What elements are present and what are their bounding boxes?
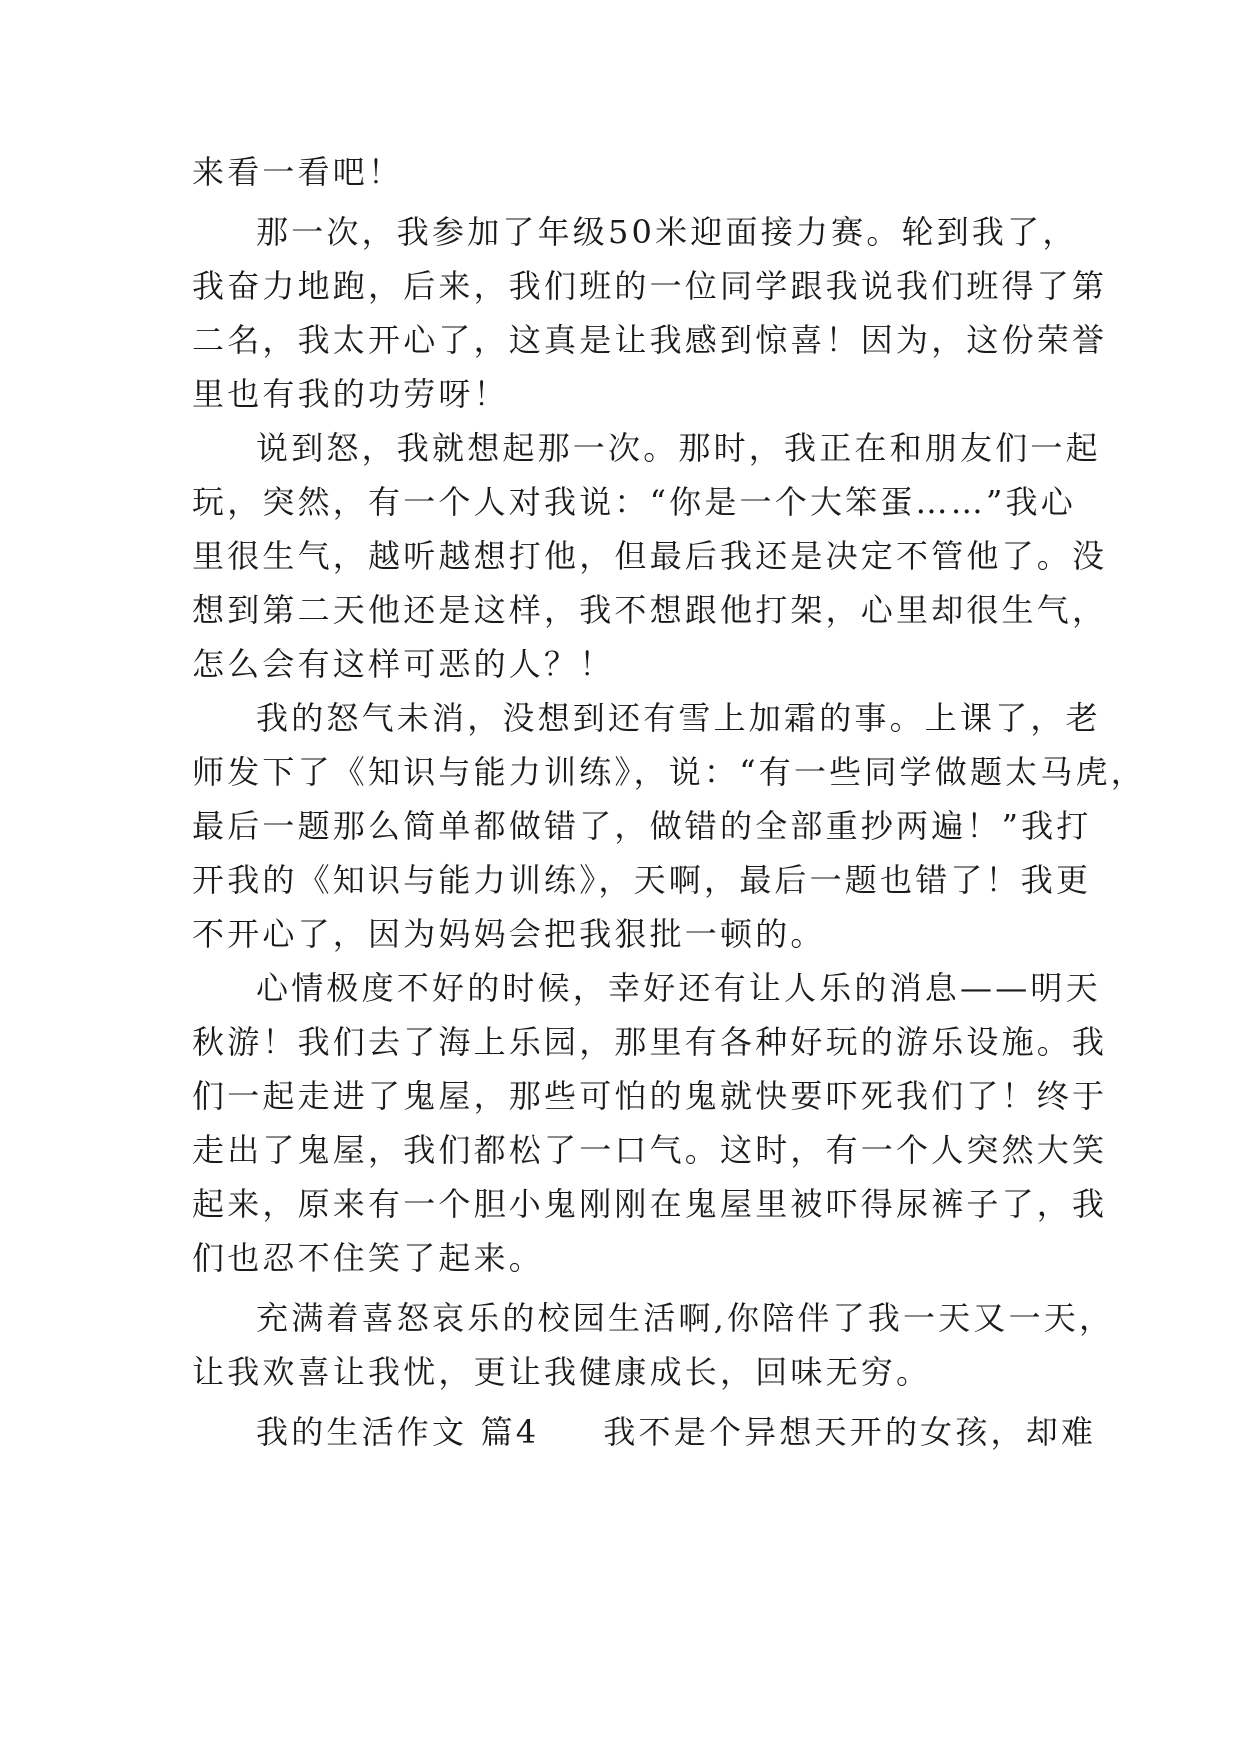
text-line: 开我的《知识与能力训练》，天啊，最后一题也错了！我更 — [192, 861, 1092, 899]
text-line: 想到第二天他还是这样，我不想跟他打架，心里却很生气， — [192, 591, 1108, 629]
text-line: 最后一题那么简单都做错了，做错的全部重抄两遍！”我打 — [192, 807, 1092, 845]
text-line: 来看一看吧！ — [192, 153, 404, 191]
text-line: 怎么会有这样可恶的人？！ — [192, 645, 615, 683]
paragraph-first-line: 那一次，我参加了年级50米迎面接力赛。轮到我了， — [256, 213, 1078, 251]
section-heading: 我的生活作文 篇4 — [256, 1413, 540, 1451]
section-line — [256, 1410, 1097, 1454]
section-text: 我不是个异想天开的女孩，却难 — [603, 1413, 1097, 1451]
text-line: 秋游！我们去了海上乐园，那里有各种好玩的游乐设施。我 — [192, 1023, 1108, 1061]
text-line: 们也忍不住笑了起来。 — [192, 1239, 545, 1277]
paragraph-first-line: 我的怒气未消，没想到还有雪上加霜的事。上课了，老 — [256, 699, 1101, 737]
text-line: 师发下了《知识与能力训练》，说：“有一些同学做题太马虎， — [192, 753, 1146, 791]
text-line: 里也有我的功劳呀！ — [192, 375, 509, 413]
text-line: 们一起走进了鬼屋，那些可怕的鬼就快要吓死我们了！终于 — [192, 1077, 1108, 1115]
paragraph-first-line: 心情极度不好的时候，幸好还有让人乐的消息——明天 — [256, 969, 1101, 1007]
text-line: 我奋力地跑，后来，我们班的一位同学跟我说我们班得了第 — [192, 267, 1108, 305]
text-line: 里很生气，越听越想打他，但最后我还是决定不管他了。没 — [192, 537, 1108, 575]
text-line: 起来，原来有一个胆小鬼刚刚在鬼屋里被吓得尿裤子了，我 — [192, 1185, 1108, 1223]
paragraph-first-line: 说到怒，我就想起那一次。那时，我正在和朋友们一起 — [256, 429, 1101, 467]
text-line: 玩，突然，有一个人对我说：“你是一个大笨蛋……”我心 — [192, 483, 1076, 521]
paragraph-first-line: 充满着喜怒哀乐的校园生活啊,你陪伴了我一天又一天， — [256, 1299, 1115, 1337]
text-line: 不开心了，因为妈妈会把我狠批一顿的。 — [192, 915, 826, 953]
text-line: 走出了鬼屋，我们都松了一口气。这时，有一个人突然大笑 — [192, 1131, 1108, 1169]
text-line: 让我欢喜让我忧，更让我健康成长，回味无穷。 — [192, 1353, 932, 1391]
text-line: 二名，我太开心了，这真是让我感到惊喜！因为，这份荣誉 — [192, 321, 1108, 359]
